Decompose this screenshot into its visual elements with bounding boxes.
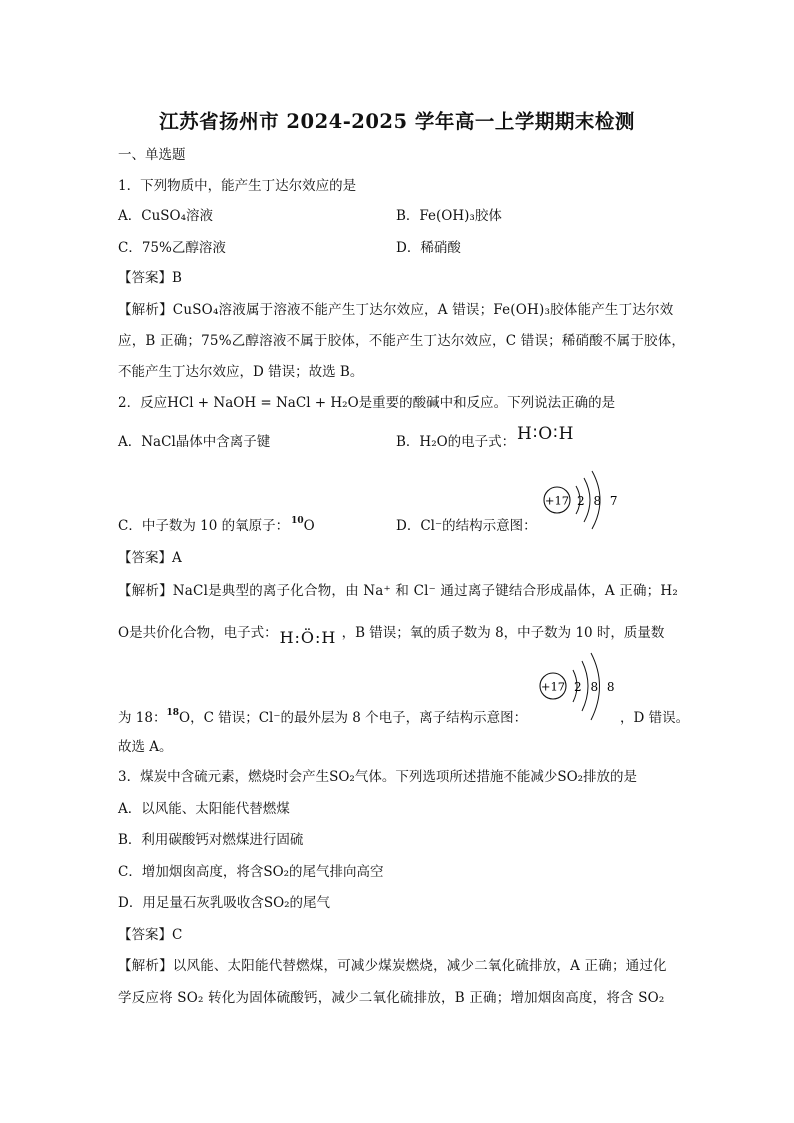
q2-explanation-line4: 故选 A。 bbox=[118, 739, 173, 755]
q1-answer: 【答案】B bbox=[118, 270, 182, 286]
q2-exp2-part2: ，B 错误；氧的质子数为 8，中子数为 10 时，质量数 bbox=[341, 625, 665, 641]
q2-explanation-line1: 【解析】NaCl是典型的离子化合物，由 Na⁺ 和 Cl⁻ 通过离子键结合形成晶体，A 正确；H₂ bbox=[118, 583, 678, 599]
shell-electron-counts: 2 8 7 bbox=[577, 494, 620, 508]
q3-answer: 【答案】C bbox=[118, 927, 183, 943]
q2-exp3-part1: 为 18： bbox=[118, 710, 167, 726]
q3-option-c: C．增加烟囱高度，将含SO₂的尾气排向高空 bbox=[118, 864, 384, 880]
q3-explanation-line2: 学反应将 SO₂ 转化为固体硫酸钙，减少二氧化硫排放，B 正确；增加烟囱高度，将含 SO₂ bbox=[118, 990, 665, 1006]
h2o-lewis-formula: H:Ö:H bbox=[279, 628, 337, 647]
q3-option-d: D．用足量石灰乳吸收含SO₂的尾气 bbox=[118, 895, 331, 911]
q1-option-c: C．75%乙醇溶液 bbox=[118, 240, 226, 256]
q1-explanation-line1: 【解析】CuSO₄溶液属于溶液不能产生丁达尔效应，A 错误；Fe(OH)₃胶体能产生丁达尔效 bbox=[118, 302, 674, 318]
q2-option-d: D．Cl⁻的结构示意图： bbox=[396, 518, 537, 534]
h2o-electron-formula: H∶O∶H bbox=[517, 424, 575, 444]
q2-answer: 【答案】A bbox=[118, 550, 182, 566]
q3-option-a: A．以风能、太阳能代替燃煤 bbox=[118, 801, 290, 817]
isotope-symbol: O bbox=[303, 518, 315, 534]
q2-explanation-line2 bbox=[118, 623, 665, 647]
nucleus-charge: +17 bbox=[540, 679, 566, 694]
q2-stem: 2．反应HCl + NaOH = NaCl + H₂O是重要的酸碱中和反应。下列说法正确的是 bbox=[118, 395, 616, 411]
q2-explanation-line3 bbox=[118, 708, 527, 730]
q3-explanation-line1: 【解析】以风能、太阳能代替燃煤，可减少煤炭燃烧，减少二氧化硫排放，A 正确；通过化 bbox=[118, 958, 667, 974]
q1-stem: 1．下列物质中，能产生丁达尔效应的是 bbox=[118, 178, 357, 194]
q1-option-a: A．CuSO₄溶液 bbox=[118, 208, 214, 224]
cl-ion-structure-diagram-explanation bbox=[536, 652, 618, 722]
shell-electron-counts: 2 8 8 bbox=[574, 680, 618, 694]
section-heading: 一、单选题 bbox=[118, 147, 186, 163]
q2-option-c: C．中子数为 10 的氧原子： bbox=[118, 518, 290, 534]
q1-explanation-line3: 不能产生丁达尔效应，D 错误；故选 B。 bbox=[118, 364, 364, 380]
q1-explanation-line2: 应，B 正确；75%乙醇溶液不属于胶体，不能产生丁达尔效应，C 错误；稀硝酸不属于胶体， bbox=[118, 333, 686, 349]
cl-ion-structure-diagram-option-d bbox=[540, 470, 620, 534]
q1-option-d: D．稀硝酸 bbox=[396, 240, 461, 256]
q2-exp2-part1: O是共价化合物，电子式： bbox=[118, 625, 278, 641]
q2-exp3-part2: O，C 错误；Cl⁻的最外层为 8 个电子，离子结构示意图： bbox=[179, 710, 528, 726]
q2-option-b: B．H₂O的电子式： bbox=[396, 434, 516, 450]
q3-stem: 3．煤炭中含硫元素，燃烧时会产生SO₂气体。下列选项所述措施不能减少SO₂排放的是 bbox=[118, 769, 638, 785]
nucleus-charge: +17 bbox=[544, 493, 570, 508]
isotope-mass-number: 10 bbox=[291, 516, 304, 526]
q2-option-a: A．NaCl晶体中含离子键 bbox=[118, 434, 271, 450]
isotope-18-mass-number: 18 bbox=[166, 708, 180, 718]
q2-option-c-label bbox=[118, 516, 315, 538]
q3-option-b: B．利用碳酸钙对燃煤进行固硫 bbox=[118, 832, 304, 848]
q2-explanation-line3-end: ，D 错误。 bbox=[620, 710, 690, 726]
document-title: 江苏省扬州市 2024-2025 学年高一上学期期末检测 bbox=[159, 110, 635, 133]
q1-option-b: B．Fe(OH)₃胶体 bbox=[396, 208, 502, 224]
